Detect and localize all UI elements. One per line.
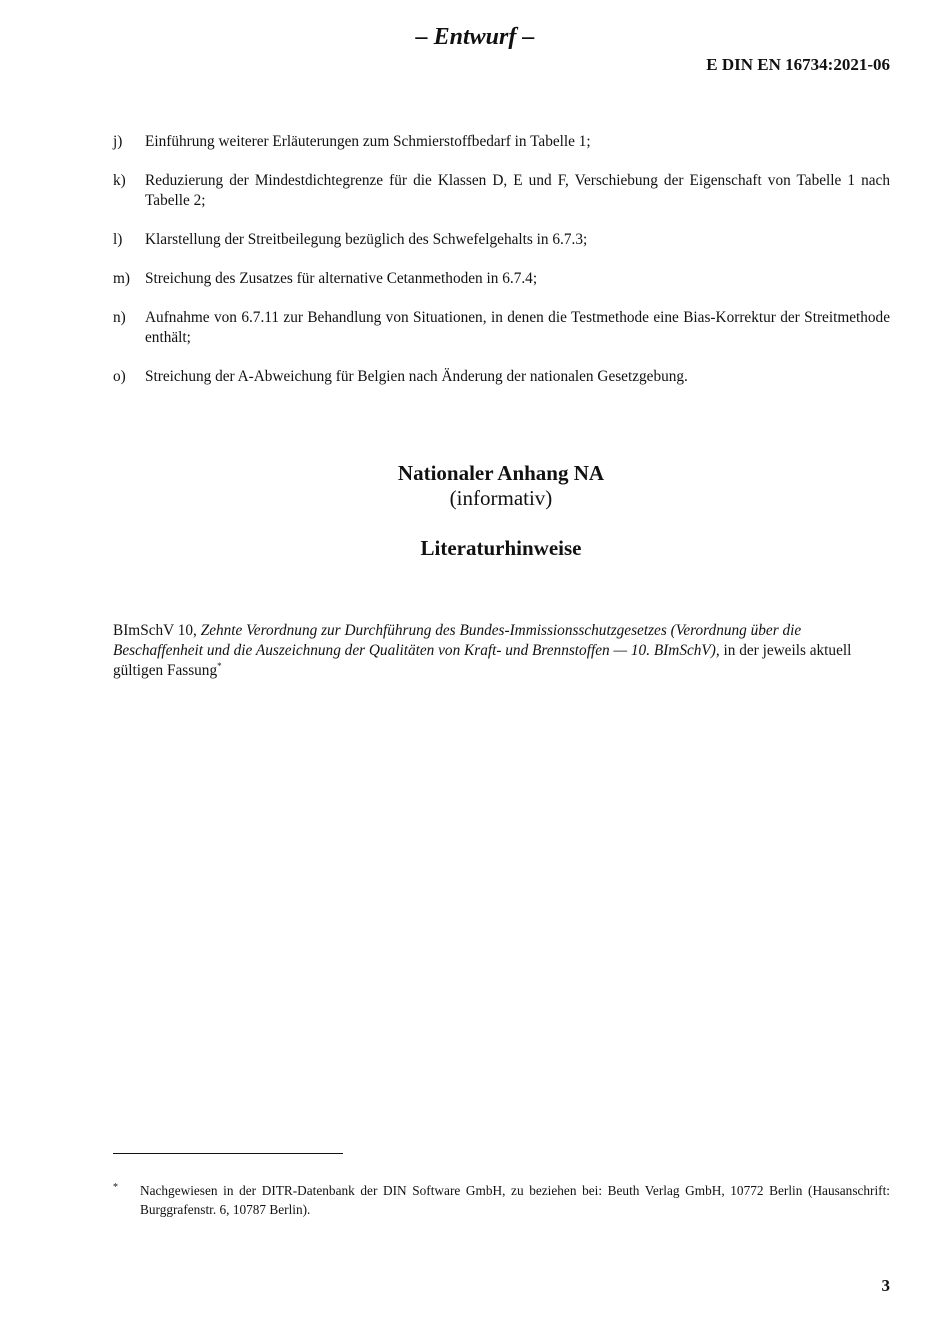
list-text: Aufnahme von 6.7.11 zur Behandlung von Situationen, in denen die Testmethode eine Bias-Korrektur der Streitmethode enthält; bbox=[145, 309, 890, 346]
list-marker: n) bbox=[113, 309, 126, 326]
list-marker: j) bbox=[113, 133, 123, 150]
annex-title: Nationaler Anhang NA bbox=[397, 461, 605, 485]
list-marker: o) bbox=[113, 368, 126, 385]
reference-code: BImSchV 10, bbox=[113, 622, 201, 639]
page-number: 3 bbox=[881, 1276, 890, 1295]
footnote-marker: * bbox=[113, 1182, 118, 1193]
footnote-text: Nachgewiesen in der DITR-Datenbank der DIN Software GmbH, zu beziehen bei: Beuth Verlag GmbH, 10772 Berlin (Hausanschrift: Burggrafenstr. 6, 10787 Berlin). bbox=[140, 1183, 890, 1217]
list-text: Reduzierung der Mindestdichtegrenze für die Klassen D, E und F, Verschiebung der Eigenschaft von Tabelle 1 nach Tabelle 2; bbox=[145, 172, 890, 209]
list-item bbox=[113, 132, 890, 152]
bibliography-entry bbox=[113, 621, 883, 681]
draft-label: – Entwurf – bbox=[415, 24, 535, 50]
list-item bbox=[113, 230, 890, 250]
annex-subtitle: (informativ) bbox=[449, 486, 553, 510]
document-id: E DIN EN 16734:2021-06 bbox=[706, 55, 890, 74]
footnote-reference[interactable]: * bbox=[217, 660, 222, 671]
list-item bbox=[113, 269, 890, 289]
footnote-separator bbox=[113, 1153, 343, 1154]
list-text: Streichung der A-Abweichung für Belgien nach Änderung der nationalen Gesetzgebung. bbox=[145, 368, 688, 385]
list-text: Einführung weiterer Erläuterungen zum Schmierstoffbedarf in Tabelle 1; bbox=[145, 133, 591, 150]
footnote bbox=[113, 1181, 890, 1219]
section-title: Literaturhinweise bbox=[420, 536, 582, 560]
changes-list bbox=[113, 132, 890, 406]
list-item bbox=[113, 308, 890, 348]
reference-title: Zehnte Verordnung zur Durchführung des Bundes-Immissionsschutzgesetzes (Verordnung über die Beschaffenheit und die Auszeichnung der Qualitäten von Kraft- und Brennstoffen — 10. BImSchV) bbox=[113, 622, 802, 659]
list-item bbox=[113, 171, 890, 211]
list-marker: l) bbox=[113, 231, 123, 248]
reference-suffix: , in der jeweils aktuell gültigen Fassung bbox=[113, 642, 852, 679]
list-text: Streichung des Zusatzes für alternative Cetanmethoden in 6.7.4; bbox=[145, 270, 538, 287]
list-marker: k) bbox=[113, 172, 126, 189]
list-item bbox=[113, 367, 890, 387]
list-text: Klarstellung der Streitbeilegung bezüglich des Schwefelgehalts in 6.7.3; bbox=[145, 231, 588, 248]
list-marker: m) bbox=[113, 270, 130, 287]
